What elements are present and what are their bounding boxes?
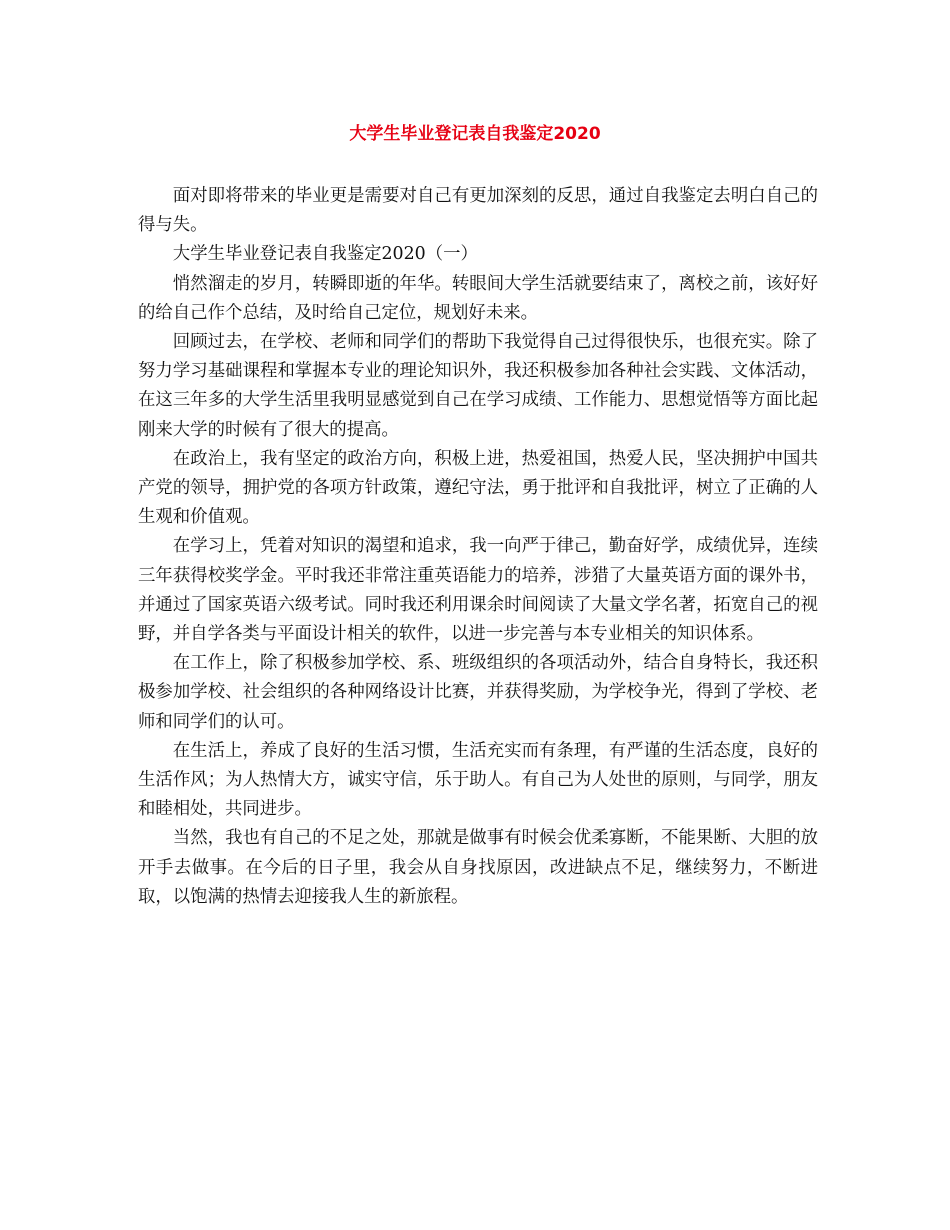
paragraph-work: 在工作上，除了积极参加学校、系、班级组织的各项活动外，结合自身特长，我还积极参加学校、社会组织的各种网络设计比赛，并获得奖励，为学校争光，得到了学校、老师和同学们的认可。 [138,653,818,732]
section-heading: 大学生毕业登记表自我鉴定2020（一） [172,244,478,265]
paragraph-opening: 悄然溜走的岁月，转瞬即逝的年华。转眼间大学生活就要结束了，离校之前，该好好的给自己作个总结，及时给自己定位，规划好未来。 [138,273,818,323]
document-body [138,182,818,912]
paragraph-politics: 在政治上，我有坚定的政治方向，积极上进，热爱祖国，热爱人民，坚决拥护中国共产党的领导，拥护党的各项方针政策，遵纪守法，勇于批评和自我批评，树立了正确的人生观和价值观。 [138,448,818,528]
paragraph-life: 在生活上，养成了良好的生活习惯，生活充实而有条理，有严谨的生活态度，良好的生活作风；为人热情大方，诚实守信，乐于助人。有自己为人处世的原则，与同学，朋友和睦相处，共同进步。 [138,740,818,820]
document-title: 大学生毕业登记表自我鉴定2020 [349,124,601,144]
paragraph-shortcomings: 当然，我也有自己的不足之处，那就是做事有时候会优柔寡断，不能果断、大胆的放开手去做事。在今后的日子里，我会从自身找原因，改进缺点不足，继续努力，不断进取，以饱满的热情去迎接我人生的新旅程。 [138,828,818,907]
paragraph-intro: 面对即将带来的毕业更是需要对自己有更加深刻的反思，通过自我鉴定去明白自己的得与失。 [138,186,818,236]
paragraph-review: 回顾过去，在学校、老师和同学们的帮助下我觉得自己过得很快乐，也很充实。除了努力学习基础课程和掌握本专业的理论知识外，我还积极参加各种社会实践、文体活动，在这三年多的大学生活里我明显感觉到自己在学习成绩、工作能力、思想觉悟等方面比起刚来大学的时候有了很大的提高。 [138,332,818,440]
paragraph-study: 在学习上，凭着对知识的渴望和追求，我一向严于律己，勤奋好学，成绩优异，连续三年获得校奖学金。平时我还非常注重英语能力的培养，涉猎了大量英语方面的课外书，并通过了国家英语六级考试。同时我还利用课余时间阅读了大量文学名著，拓宽自己的视野，并自学各类与平面设计相关的软件，以进一步完善与本专业相关的知识体系。 [138,536,818,645]
